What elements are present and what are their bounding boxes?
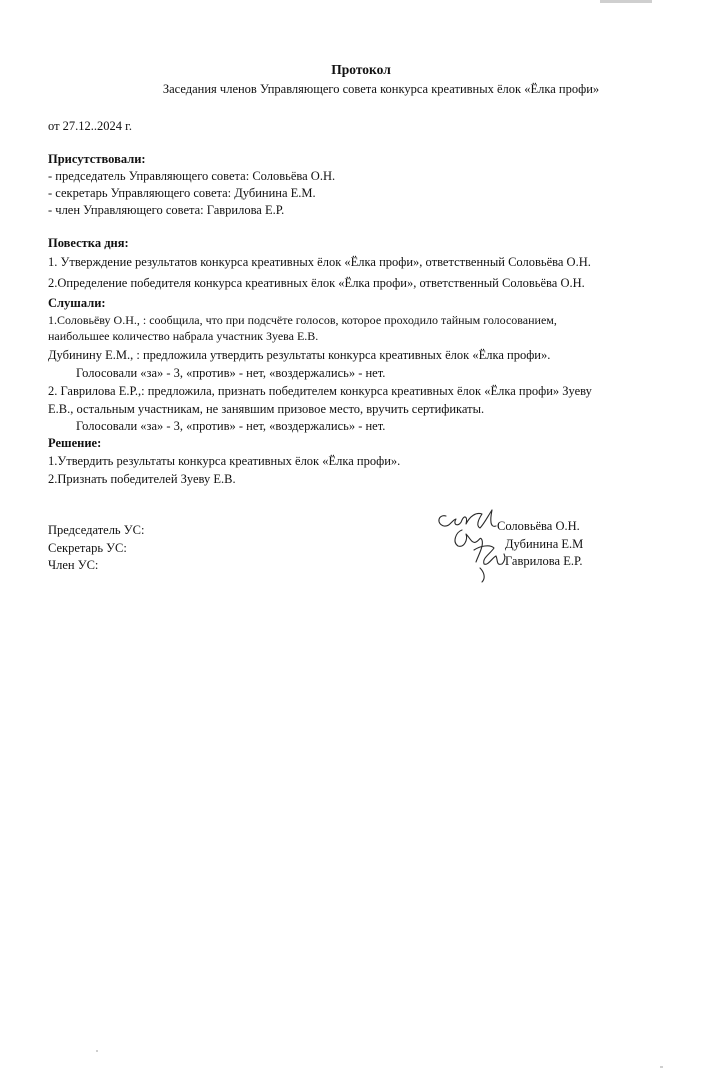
attendee-member: - член Управляющего совета: Гаврилова Е.Р. [48, 203, 285, 217]
heard-line-3: Дубинину Е.М., : предложила утвердить результаты конкурса креативных ёлок «Ёлка профи». [48, 348, 551, 362]
scan-artifact [600, 0, 652, 3]
heard-line-6: Е.В., остальным участникам, не занявшим призовое место, вручить сертификаты. [48, 402, 485, 416]
handwritten-signatures [432, 506, 512, 584]
decision-heading: Решение: [48, 436, 102, 450]
vote-result-1: Голосовали «за» - 3, «против» - нет, «воздержались» - нет. [76, 366, 386, 380]
heard-line-5: 2. Гаврилова Е.Р.,: предложила, признать победителем конкурса креативных ёлок «Ёлка профи» Зуеву [48, 384, 592, 398]
attendee-chair: - председатель Управляющего совета: Соловьёва О.Н. [48, 169, 336, 183]
scan-artifact [96, 1050, 98, 1052]
decision-item-2: 2.Признать победителей Зуеву Е.В. [48, 472, 236, 486]
heard-heading: Слушали: [48, 296, 106, 310]
vote-result-2: Голосовали «за» - 3, «против» - нет, «воздержались» - нет. [76, 419, 386, 433]
scan-artifact [660, 1066, 663, 1068]
decision-item-1: 1.Утвердить результаты конкурса креативных ёлок «Ёлка профи». [48, 454, 401, 468]
agenda-item-1: 1. Утверждение результатов конкурса креативных ёлок «Ёлка профи», ответственный Соловьёва О.Н. [48, 255, 591, 269]
role-member: Член УС: [48, 558, 99, 572]
signatory-chair: Соловьёва О.Н. [497, 519, 580, 533]
role-secretary: Секретарь УС: [48, 541, 127, 555]
agenda-heading: Повестка дня: [48, 236, 129, 250]
document-subtitle: Заседания членов Управляющего совета конкурса креативных ёлок «Ёлка профи» [162, 82, 600, 96]
document-title: Протокол [331, 62, 391, 77]
date-line: от 27.12..2024 г. [48, 119, 133, 133]
heard-line-1: 1.Соловьёву О.Н., : сообщила, что при подсчёте голосов, которое проходило тайным голосованием, [48, 313, 557, 327]
agenda-item-2: 2.Определение победителя конкурса креативных ёлок «Ёлка профи», ответственный Соловьёва О.Н. [48, 276, 585, 290]
attendee-secretary: - секретарь Управляющего совета: Дубинина Е.М. [48, 186, 316, 200]
heard-line-2: наибольшее количество набрала участник Зуева Е.В. [48, 329, 319, 343]
attendees-heading: Присутствовали: [48, 152, 146, 166]
signatory-secretary: Дубинина Е.М [505, 537, 584, 551]
role-chair: Председатель УС: [48, 523, 145, 537]
signatory-member: Гаврилова Е.Р. [505, 554, 583, 568]
